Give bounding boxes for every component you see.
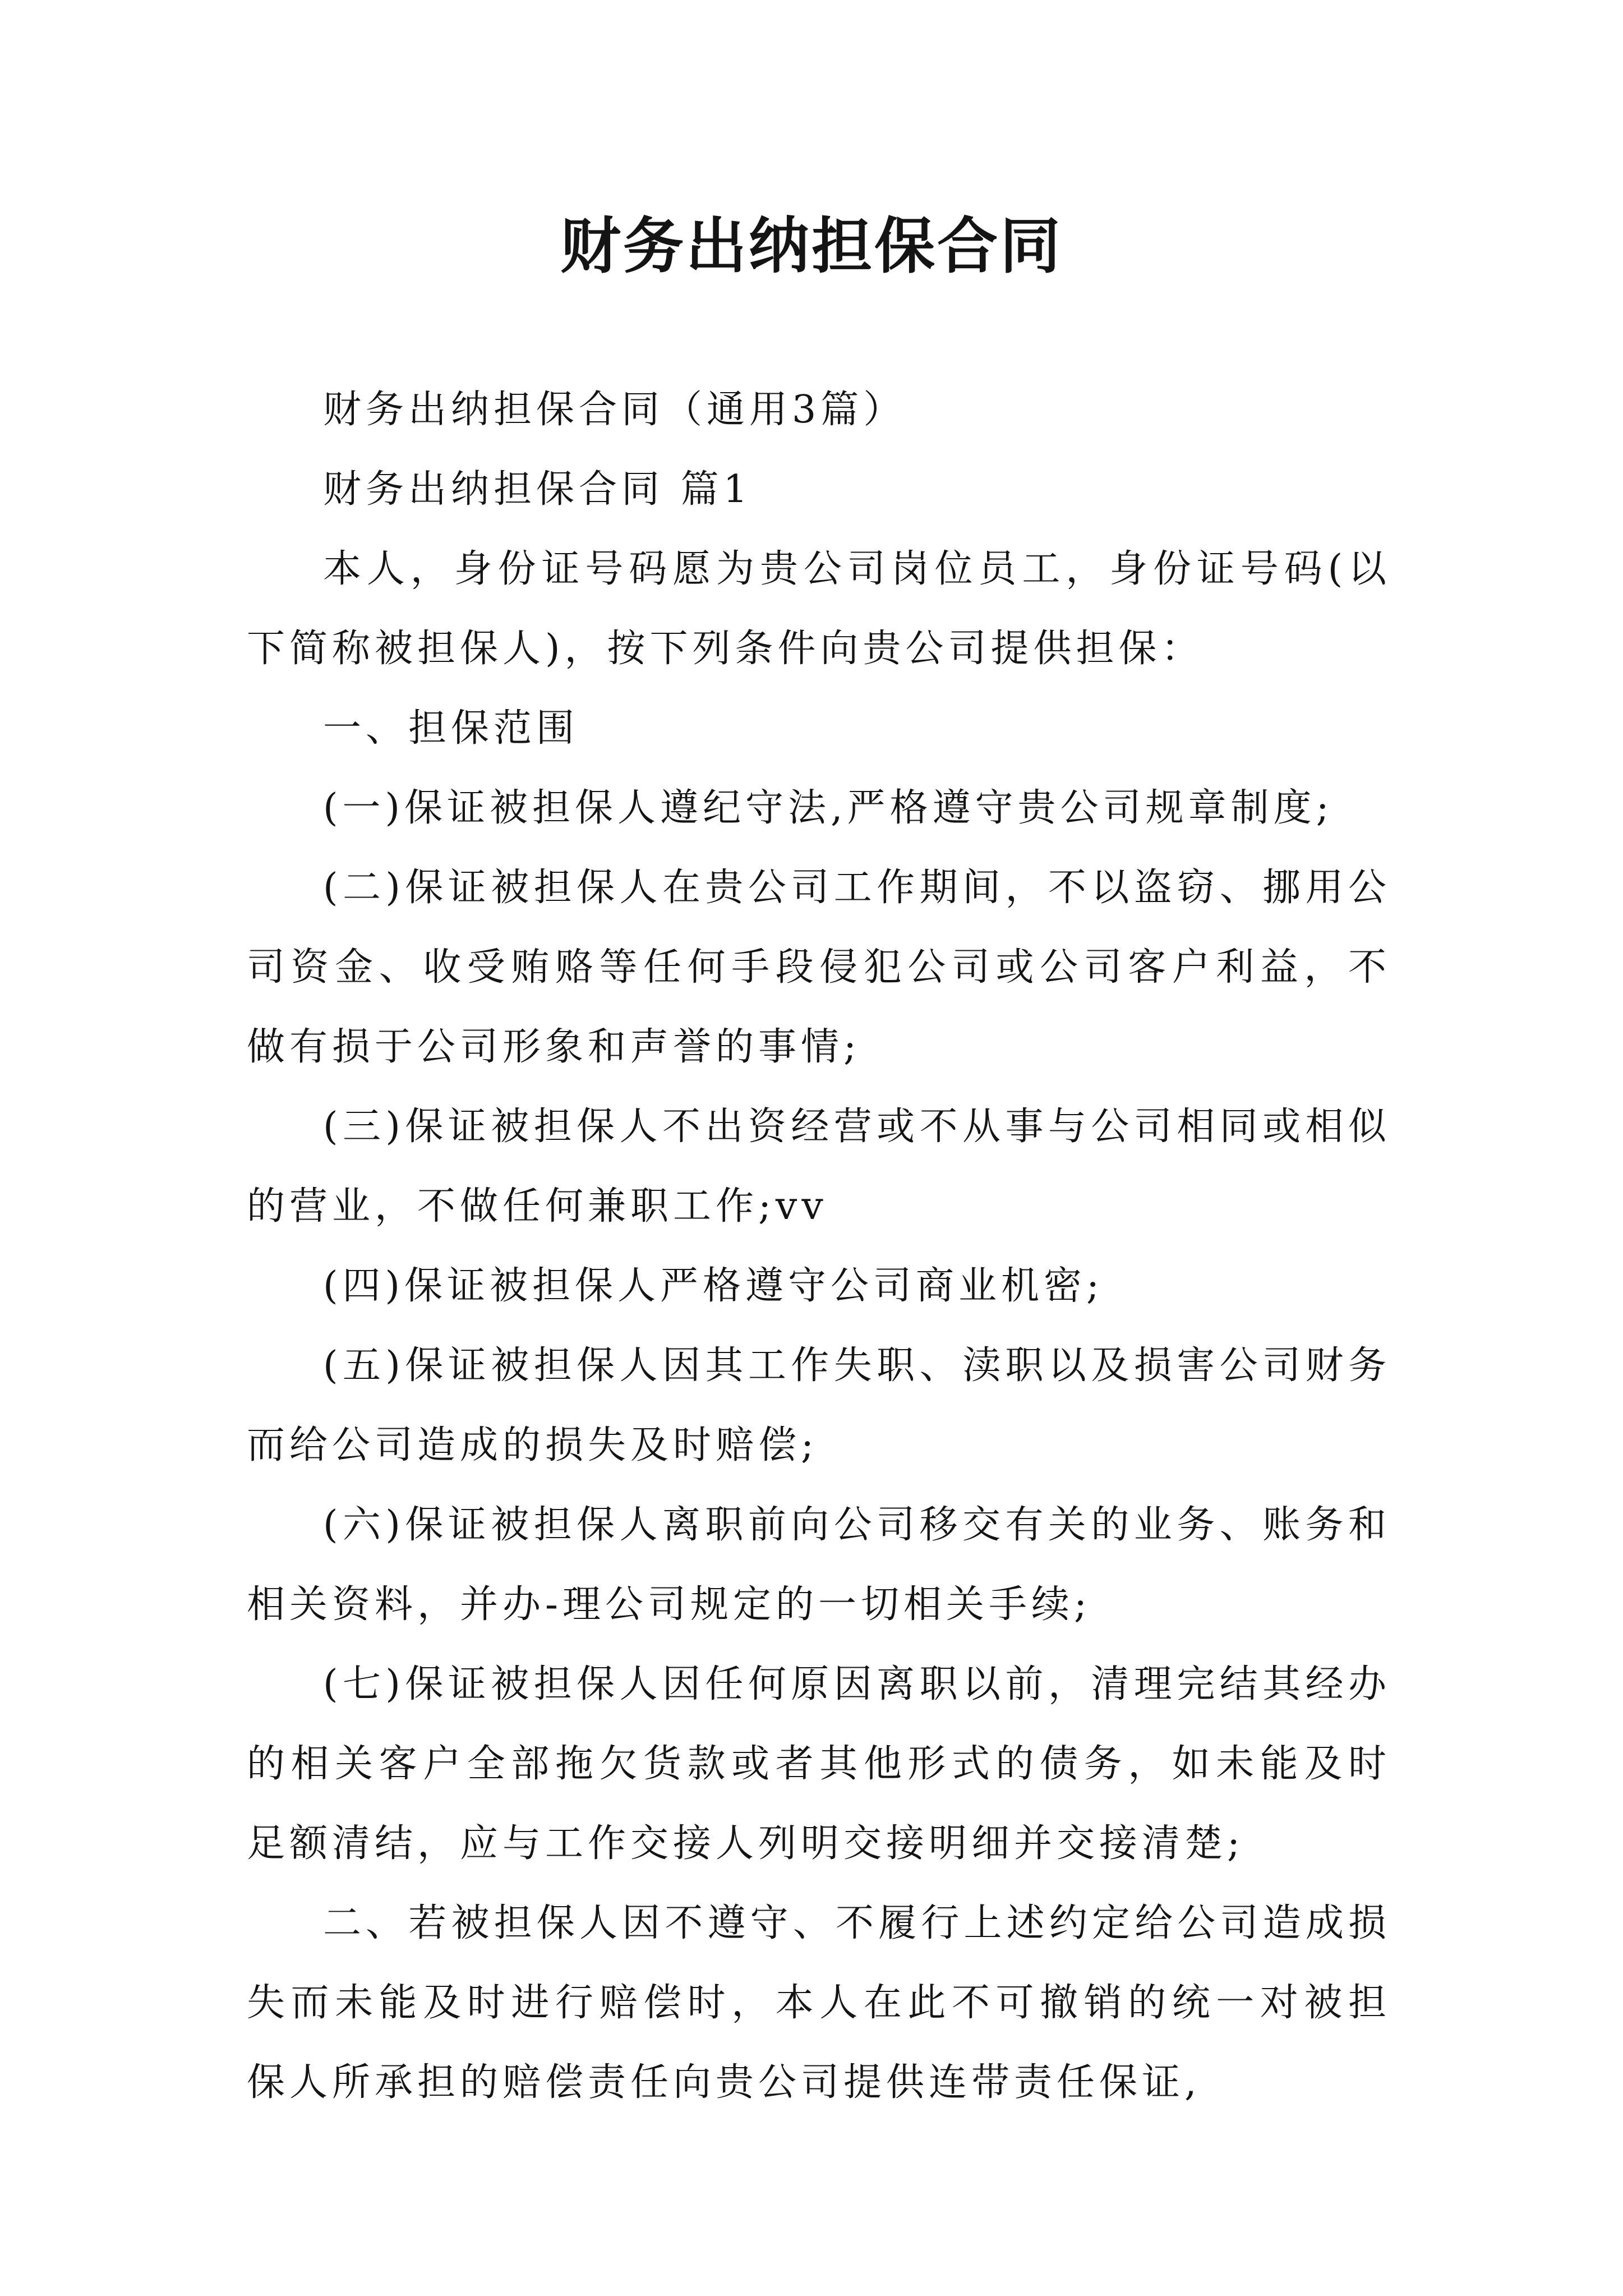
clause-7: (七)保证被担保人因任何原因离职以前，清理完结其经办的相关客户全部拖欠货款或者其他形式的债务，如未能及时足额清结，应与工作交接人列明交接明细并交接清楚; xyxy=(247,1662,1391,1866)
clause-2: (二)保证被担保人在贵公司工作期间，不以盗窃、挪用公司资金、收受贿赂等任何手段侵犯公司或公司客户利益，不做有损于公司形象和声誉的事情; xyxy=(247,866,1391,1069)
clause-1: (一)保证被担保人遵纪守法,严格遵守贵公司规章制度; xyxy=(323,786,1334,830)
paragraph-heading-part-1: 财务出纳担保合同 篇1 xyxy=(323,467,752,512)
document-body xyxy=(247,370,1391,2123)
clause-5: (五)保证被担保人因其工作失职、渎职以及损害公司财务而给公司造成的损失及时赔偿; xyxy=(247,1343,1391,1467)
clause-6: (六)保证被担保人离职前向公司移交有关的业务、账务和相关资料，并办-理公司规定的一切相关手续; xyxy=(247,1503,1391,1627)
section-heading-scope: 一、担保范围 xyxy=(323,706,579,751)
paragraph-heading-collection: 财务出纳担保合同（通用3篇） xyxy=(323,388,906,432)
section-2-paragraph: 二、若被担保人因不遵守、不履行上述约定给公司造成损失而未能及时进行赔偿时，本人在此不可撤销的统一对被担保人所承担的赔偿责任向贵公司提供连带责任保证, xyxy=(247,1901,1391,2105)
paragraph-intro: 本人，身份证号码愿为贵公司岗位员工，身份证号码(以下简称被担保人)，按下列条件向贵公司提供担保： xyxy=(247,547,1391,671)
clause-4: (四)保证被担保人严格遵守公司商业机密; xyxy=(323,1264,1104,1308)
document-title: 财务出纳担保合同 xyxy=(560,211,1063,282)
clause-3: (三)保证被担保人不出资经营或不从事与公司相同或相似的营业，不做任何兼职工作;vv xyxy=(247,1105,1391,1228)
